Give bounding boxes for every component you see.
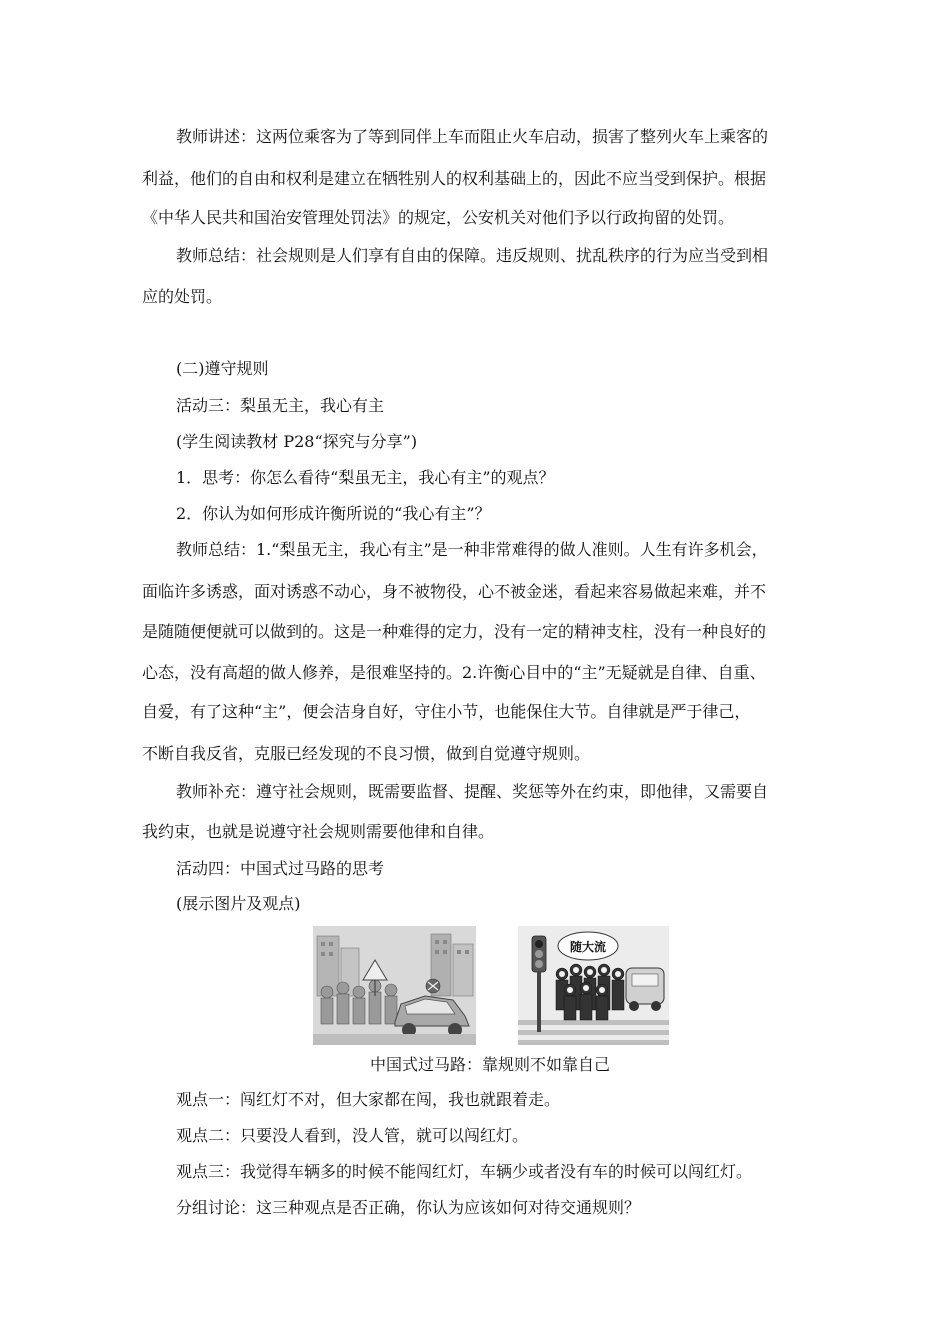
viewpoint-2: 观点二：只要没人看到，没人管，就可以闯红灯。 bbox=[176, 1126, 529, 1145]
activity-three-title: 活动三：梨虽无主，我心有主 bbox=[176, 396, 385, 415]
crowd-car-image bbox=[313, 926, 476, 1045]
paragraph-3-line-5: 自爱，有了这种“主”，便会洁身自好，守住小节，也能保住大节。自律就是严于律己， bbox=[142, 702, 751, 721]
figure-caption: 中国式过马路：靠规则不如靠自己 bbox=[370, 1055, 611, 1074]
paragraph-2-line-2: 应的处罚。 bbox=[142, 287, 223, 306]
paragraph-1-line-3: 《中华人民共和国治安管理处罚法》的规定，公安机关对他们予以行政拘留的处罚。 bbox=[142, 208, 735, 227]
paragraph-3-line-3: 是随随便便就可以做到的。这是一种难得的定力，没有一定的精神支柱，没有一种良好的 bbox=[142, 622, 767, 641]
paragraph-3-line-6: 不断自我反省，克服已经发现的不良习惯，做到自觉遵守规则。 bbox=[142, 744, 591, 763]
paragraph-2-line-1: 教师总结：社会规则是人们享有自由的保障。违反规则、扰乱秩序的行为应当受到相 bbox=[176, 246, 769, 265]
viewpoint-1: 观点一：闯红灯不对，但大家都在闯，我也就跟着走。 bbox=[176, 1090, 561, 1109]
paragraph-4-line-1: 教师补充：遵守社会规则，既需要监督、提醒、奖惩等外在约束，即他律，又需要自 bbox=[176, 782, 769, 801]
question-2: 2．你认为如何形成许衡所说的“我心有主”？ bbox=[176, 504, 491, 523]
paragraph-3-line-4: 心态，没有高超的做人修养，是很难坚持的。2.许衡心目中的“主”无疑就是自律、自重、 bbox=[142, 663, 766, 682]
bubble-text: 随大流 bbox=[569, 940, 607, 954]
paragraph-1-line-1: 教师讲述：这两位乘客为了等到同伴上车而阻止火车启动，损害了整列火车上乘客的 bbox=[176, 127, 769, 146]
activity-four-title: 活动四：中国式过马路的思考 bbox=[176, 859, 385, 878]
follow-the-crowd-illustration bbox=[518, 926, 669, 1045]
viewpoint-3: 观点三：我觉得车辆多的时候不能闯红灯，车辆少或者没有车的时候可以闯红灯。 bbox=[176, 1162, 753, 1181]
paragraph-3-line-1: 教师总结：1.“梨虽无主，我心有主”是一种非常难得的做人准则。人生有许多机会， bbox=[176, 540, 768, 559]
paragraph-4-line-2: 我约束，也就是说遵守社会规则需要他律和自律。 bbox=[142, 822, 495, 841]
paragraph-3-line-2: 面临许多诱惑，面对诱惑不动心，身不被物役，心不被金迷，看起来容易做起来难，并不 bbox=[142, 582, 767, 601]
reading-note: (学生阅读教材 P28“探究与分享”) bbox=[176, 432, 418, 451]
show-note: (展示图片及观点) bbox=[176, 894, 301, 913]
question-1: 1．思考：你怎么看待“梨虽无主，我心有主”的观点？ bbox=[176, 468, 555, 487]
group-discussion: 分组讨论：这三种观点是否正确，你认为应该如何对待交通规则？ bbox=[176, 1198, 641, 1217]
section-heading: (二)遵守规则 bbox=[176, 359, 269, 378]
crowd-crossing-illustration bbox=[313, 926, 476, 1045]
paragraph-1-line-2: 利益，他们的自由和权利是建立在牺牲别人的权利基础上的，因此不应当受到保护。根据 bbox=[142, 169, 767, 188]
follow-crowd-image bbox=[518, 926, 669, 1045]
